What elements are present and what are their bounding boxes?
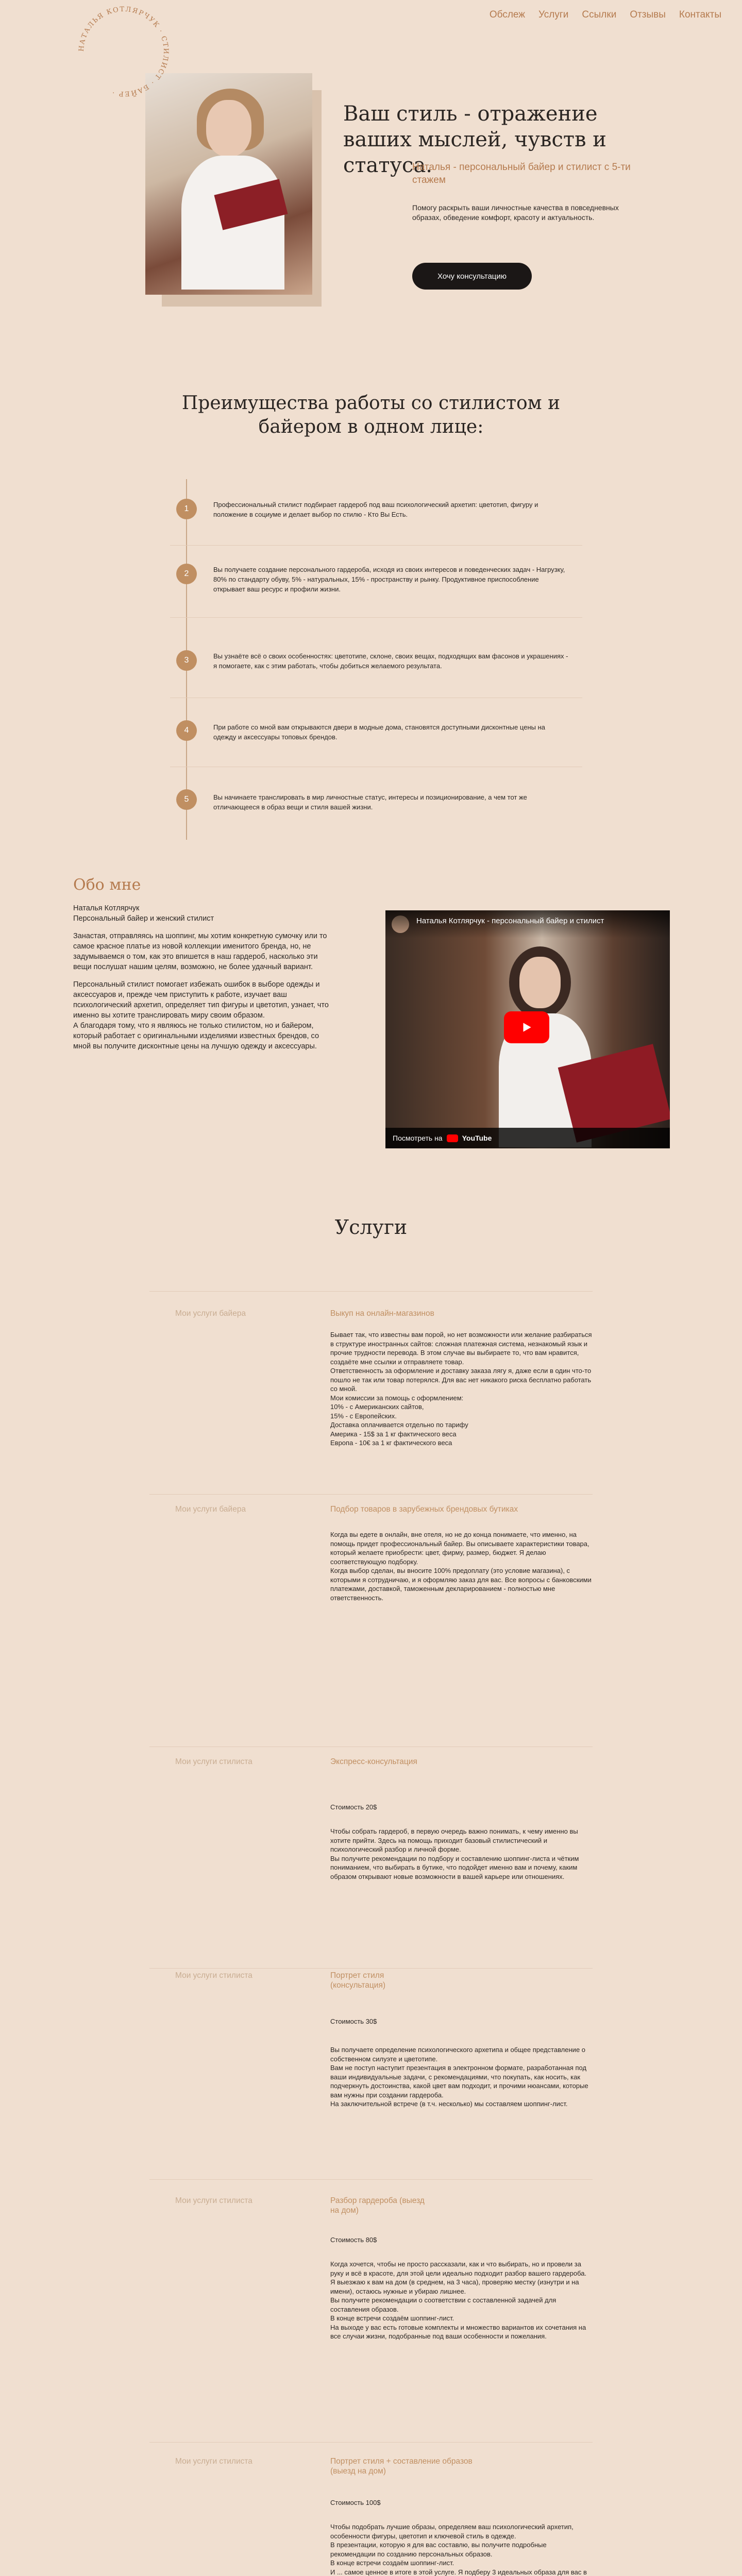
advantages-title: Преимущества работы со стилистом и байером в одном лице:	[181, 393, 561, 437]
divider	[149, 1494, 593, 1495]
about-text	[73, 903, 331, 1052]
hero-photo	[145, 73, 312, 295]
service-title: Экспресс-консультация	[330, 1757, 417, 1766]
advantage-number: 2	[176, 564, 197, 584]
hero-description: Помогу раскрыть ваши личностные качества в повседневных образах, обведение комфорт, красоту и актуальность.	[412, 204, 619, 222]
video-footer[interactable]	[385, 1128, 670, 1148]
service-description: Вы получаете определение психологического архетипа и общее представление о собственном силуэте и цветотипе. Вам не поступ наступит презентация в электронном формате, разработанная под ваши индивидуальные задачи, с рекомендациями, что покупать, как носить, как подчеркнуть достоинства, какой цвет вам подходит, и прочими нюансами, которые вам нужны при создании гардероба. На заключительной встрече (в т.ч. несколько) мы составляем шоппинг-лист.	[330, 2046, 588, 2108]
advantage-text: Вы узнаёте всё о своих особенностях: цветотипе, склоне, своих вещах, подходящих вам фасонов и украшениях - я помогаете, как с этим работать, чтобы добиться желаемого результата.	[213, 652, 568, 670]
service-category: Мои услуги стилиста	[175, 1757, 252, 1766]
about-paragraph: А благодаря тому, что я являюсь не только стилистом, но и байером, который работает с оригинальными изделиями известных брендов, со мной вы получите дисконтные цены на лучшую одежду и аксессуары.	[73, 1022, 319, 1050]
advantage-number: 1	[176, 499, 197, 519]
consultation-button[interactable]: Хочу консультацию	[412, 263, 532, 290]
service-description: Бывает так, что известны вам порой, но нет возможности или желание разбираться в структуре иностранных сайтов: сложная платежная система, незнакомый язык и прочие трудности перевода. В этом случае вы выбираете то, что вам нравится, создаёте мне ссылки и отправляете товар. Ответственность за оформление и доставку заказа лягу я, даже если в один что-то пошло не так или товар потерялся. Для вас нет никакого риска бесплатно работать со мной. Мои комиссии за помощь с оформлением: 10% - с Американских сайтов, 15% - с Европейских. Доставка оплачивается отдельно по тарифу Америка - 15$ за 1 кг фактического веса Европа - 10€ за 1 кг фактического веса	[330, 1331, 592, 1447]
service-description: Чтобы подобрать лучшие образы, определяем ваш психологический архетип, особенности фигуры, цветотип и ключевой стиль в одежде. В презентации, которую я для вас составлю, вы получите подробные рекомендации по созданию персональных образов. В конце встречи создаём шоппинг-лист. И ... самое ценное в итоге в этой услуге. Я подберу 3 идеальных образа для вас в	[330, 2523, 587, 2576]
advantage-number: 4	[176, 720, 197, 741]
main-nav	[490, 9, 721, 21]
divider	[149, 1291, 593, 1292]
service-title: Портрет стиля (консультация)	[330, 1971, 386, 1990]
service-category: Мои услуги стилиста	[175, 2457, 252, 2466]
about-title: Обо мне	[73, 876, 141, 894]
service-price: Стоимость 30$	[330, 2018, 377, 2025]
advantage-text: Вы начинаете транслировать в мир личностные статус, интересы и позиционирование, а чем тот же отличающееся в образ вещи и стиля вашей жизни.	[213, 793, 527, 811]
divider	[170, 545, 582, 546]
service-price: Стоимость 20$	[330, 1803, 377, 1811]
service-title: Портрет стиля + составление образов (выезд на дом)	[330, 2457, 473, 2476]
youtube-label: YouTube	[462, 1134, 492, 1142]
service-description: Чтобы собрать гардероб, в первую очередь важно понимать, к чему именно вы хотите прийти. Здесь на помощь приходит базовый стилистический и психологический разбор и личной форме. Вы получите рекомендации по подбору и составлению шоппинг-листа и чётким пониманием, что выбирать в бутике, что подойдет именно вам и почему, каким образом открывают новые возможности в вашей карьере или отношениях.	[330, 1827, 579, 1880]
nav-item-contacts[interactable]: Контакты	[679, 9, 721, 20]
service-category: Мои услуги стилиста	[175, 1971, 252, 1980]
service-title: Подбор товаров в зарубежных брендовых бутиках	[330, 1505, 518, 1514]
service-description: Когда хочется, чтобы не просто рассказали, как и что выбирать, но и провели за руку и всё в красоте, для этой цели идеально подходит разбор вашего гардероба. Я выезжаю к вам на дом (в среднем, на 3 часа), проверяю местку (изнутри и на имени), остаюсь нужные и убираю лишнее. Вы получите рекомендации о соответствии с составленной задачей для составления образов. В конце встречи создаём шоппинг-лист. На выходе у вас есть готовые комплекты и множество вариантов их сочетания на все случаи жизни, подобранные под ваши особенности и пожелания.	[330, 2260, 587, 2340]
services-title: Услуги	[334, 1216, 408, 1239]
play-icon	[520, 1021, 533, 1034]
advantage-number: 5	[176, 789, 197, 810]
advantage-text: При работе со мной вам открываются двери в модные дома, становятся доступными дисконтные цены на одежду и аксессуары топовых брендов.	[213, 723, 545, 741]
divider	[149, 2442, 593, 2443]
hero-title: Ваш стиль - отражение ваших мыслей, чувств и статуса.	[343, 102, 606, 177]
service-category: Мои услуги стилиста	[175, 2196, 252, 2205]
video-player[interactable]	[385, 910, 670, 1148]
about-name: Наталья Котлярчук Персональный байер и женский стилист	[73, 904, 214, 923]
divider	[170, 617, 582, 618]
service-title: Выкуп на онлайн-магазинов	[330, 1309, 434, 1318]
advantage-number: 3	[176, 650, 197, 671]
watch-on-label: Посмотреть на	[393, 1134, 443, 1142]
service-title: Разбор гардероба (выезд на дом)	[330, 2196, 425, 2215]
about-paragraph: Занастая, отправляясь на шоппинг, мы хотим конкретную сумочку или то самое красное платье из новой коллекции именитого бренда, но, не задумываемся о том, как это впишется в наш гардероб, насколько эти вещи послушат нашим целям, возможно, не более удачный вариант.	[73, 932, 327, 971]
svg-text:НАТАЛЬЯ КОТЛЯРЧУК · СТИЛИСТ ·: НАТАЛЬЯ КОТЛЯРЧУК · СТИЛИСТ · БАЙЕР ·	[77, 5, 170, 98]
advantage-text: Профессиональный стилист подбирает гардероб под ваш психологический архетип: цветотип, фигуру и положение в социуме и делает выбор по стилю - Кто Вы Есть.	[213, 501, 538, 518]
youtube-icon	[447, 1134, 458, 1142]
play-button[interactable]	[504, 1011, 549, 1043]
service-price: Стоимость 100$	[330, 2499, 381, 2506]
divider	[149, 1968, 593, 1969]
advantage-text: Вы получаете создание персонального гардероба, исходя из своих интересов и поведенческих задач - Нагрузку, 80% по стандарту обуву, 5% - натуральных, 15% - пространству и рынку. Продуктивное приспособление открывает ваш ресурс и профили жизни.	[213, 566, 565, 593]
hero-subtitle: Наталья - персональный байер и стилист с 5-ти стажем	[412, 162, 631, 185]
video-title: Наталья Котлярчук - персональный байер и стилист	[385, 910, 670, 938]
nav-item-reviews[interactable]: Отзывы	[630, 9, 666, 20]
divider	[149, 2179, 593, 2180]
service-category: Мои услуги байера	[175, 1309, 246, 1318]
service-category: Мои услуги байера	[175, 1505, 246, 1514]
nav-item-links[interactable]: Ссылки	[582, 9, 617, 20]
hero-badge	[72, 0, 175, 103]
about-paragraph: Персональный стилист помогает избежать ошибок в выборе одежды и аксессуаров и, прежде чем приступить к работе, изучает ваш психологический архетип, определяет тип фигуры и цветотип, узнает, что именно вы хотите транслировать миру своим образом.	[73, 980, 329, 1020]
service-price: Стоимость 80$	[330, 2236, 377, 2244]
nav-item-about[interactable]: Обслеж	[489, 9, 525, 20]
nav-item-services[interactable]: Услуги	[538, 9, 569, 20]
service-description: Когда вы едете в онлайн, вне отеля, но не до конца понимаете, что именно, на помощь придет профессиональный байер. Вы описываете характеристики товара, который желаете приобрести: цвет, фирму, размер, бюджет. Я делаю соответствующую подборку. Когда выбор сделан, вы вносите 100% предоплату (это условие магазина), с которыми я сотрудничаю, и я оформляю заказ для вас. Все вопросы с банковскими платежами, доставкой, таможенным декларированием - полностью мне ответственность.	[330, 1531, 592, 1602]
